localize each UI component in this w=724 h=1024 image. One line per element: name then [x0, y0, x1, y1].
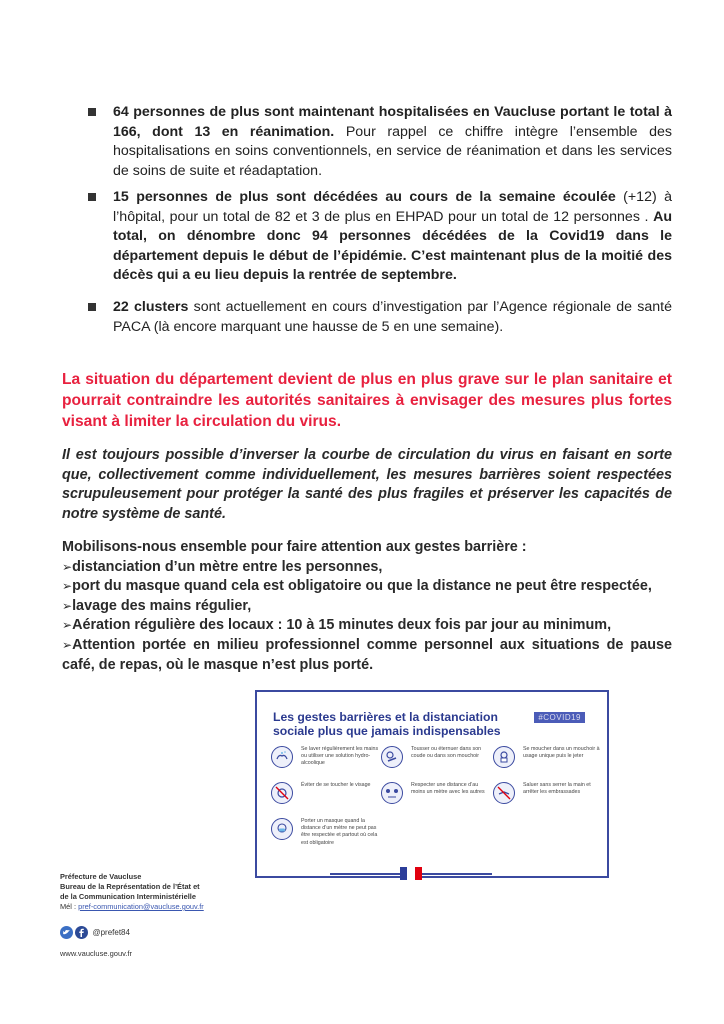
arrow-bullet-icon: ➢	[62, 637, 73, 652]
marianne-flag-icon	[400, 867, 422, 880]
footer-prefecture: Préfecture de Vaucluse	[60, 872, 142, 881]
list-item	[62, 636, 672, 675]
list-item	[62, 577, 672, 597]
poster-divider-line	[422, 873, 492, 875]
footer-bureau-line2: de la Communication Interministérielle	[60, 892, 196, 901]
list-item-text: Attention portée en milieu professionnel comme personnel aux situations de pause café, de repas, où le masque n’est plus porté.	[62, 636, 672, 673]
mobilisation-intro: Mobilisons-nous ensemble pour faire attention aux gestes barrière :	[62, 539, 527, 555]
bullet-square-icon	[88, 108, 96, 116]
arrow-bullet-icon: ➢	[62, 559, 73, 574]
mail-link[interactable]: pref-communication@vaucluse.gouv.fr	[78, 902, 204, 911]
list-item	[62, 558, 672, 578]
social-handle[interactable]: @prefet84	[92, 928, 130, 937]
gesture-text: Tousser ou éternuer dans son coude ou dans son mouchoir	[411, 746, 482, 760]
gesture-text: Éviter de se toucher le visage	[301, 782, 371, 788]
gesture-text: Se laver régulièrement les mains ou utiliser une solution hydro-alcoolique	[301, 746, 379, 767]
footer-bureau-line1: Bureau de la Représentation de l’État et	[60, 882, 200, 891]
mask-icon	[271, 818, 293, 840]
gesture-text: Saluer sans serrer la main et arrêter les embrassades	[523, 782, 591, 796]
list-item-text: lavage des mains régulier,	[72, 597, 252, 614]
bullet-text	[113, 298, 672, 337]
gesture-text: Porter un masque quand la distance d’un mètre ne peut pas être respectée et partout où cela est obligatoire	[301, 818, 378, 846]
bullet-hospitalisations	[88, 103, 672, 181]
bullet-rest-text: sont actuellement en cours d’investigation par l’Agence régionale de santé PACA (là encore marquant une hausse de 5 en une semaine).	[113, 299, 672, 335]
poster-title: Les gestes barrières et la distanciation sociale plus que jamais indispensables	[273, 710, 501, 738]
website-link[interactable]: www.vaucluse.gouv.fr	[60, 949, 132, 958]
bullet-bold-text: 64 personnes de plus sont maintenant hospitalisées en Vaucluse portant le total à 166, dont 13 en réanimation.	[113, 104, 672, 140]
bullet-text	[113, 188, 672, 286]
bullet-bold-text: 15 personnes de plus sont décédées au cours de la semaine écoulée	[113, 189, 616, 205]
list-item-text: distanciation d’un mètre entre les personnes,	[72, 558, 383, 575]
hand-wash-icon	[271, 746, 293, 768]
poster-divider-line	[330, 873, 400, 875]
gesture-text: Se moucher dans un mouchoir à usage unique puis le jeter	[523, 746, 600, 760]
bullet-bold-text: Au total, on dénombre donc 94 personnes décédées de la Covid19 dans le département depuis le début de l’épidémie. C’est maintenant plus de la moitié des décès qui a eu lieu depuis la rentrée de septembre.	[113, 208, 672, 283]
footer-mail-line	[60, 902, 260, 912]
distance-icon	[381, 782, 403, 804]
bullet-rest-text: Pour rappel ce chiffre intègre l’ensemble des hospitalisations en soins conventionnels, en service de réanimation et dans les services de soins de suite et réadaptation.	[113, 123, 672, 179]
bullet-text	[113, 103, 672, 181]
arrow-bullet-icon: ➢	[62, 618, 73, 633]
bullet-clusters	[88, 298, 672, 337]
mobilisation-list	[62, 538, 672, 675]
italic-paragraph: Il est toujours possible d’inverser la courbe de circulation du virus en faisant en sorte que, collectivement comme individuellement, les mesures barrières soient respectées scrupuleusement pour protéger la santé des plus fragiles et préserver les capacités de notre système de santé.	[62, 447, 672, 522]
twitter-icon[interactable]	[60, 926, 73, 939]
list-item	[62, 597, 672, 617]
covid-hashtag-badge: #COVID19	[534, 712, 585, 723]
alert-paragraph: La situation du département devient de plus en plus grave sur le plan sanitaire et pourrait contraindre les autorités sanitaires à envisager des mesures plus fortes visant à limiter la circulation du virus.	[62, 371, 672, 430]
gestes-barrieres-poster	[255, 690, 609, 878]
arrow-bullet-icon: ➢	[62, 598, 73, 613]
no-face-touch-icon	[271, 782, 293, 804]
mail-label: Mél :	[60, 902, 79, 911]
tissue-icon	[493, 746, 515, 768]
list-item	[62, 616, 672, 636]
gesture-text: Respecter une distance d’au moins un mètre avec les autres	[411, 782, 485, 796]
bullet-deces	[88, 188, 672, 286]
social-links	[60, 926, 130, 940]
list-item-text: Aération régulière des locaux : 10 à 15 minutes deux fois par jour au minimum,	[72, 617, 612, 634]
bullet-square-icon	[88, 303, 96, 311]
facebook-icon[interactable]	[75, 926, 88, 939]
arrow-bullet-icon: ➢	[62, 579, 73, 594]
cough-elbow-icon	[381, 746, 403, 768]
footer-contact	[60, 872, 260, 912]
bullet-square-icon	[88, 193, 96, 201]
bullet-rest-text: (+12) à l’hôpital, pour un total de 82 et 3 de plus en EHPAD pour un total de 12 personnes .	[113, 189, 673, 225]
bullet-bold-text: 22 clusters	[113, 299, 189, 315]
no-handshake-icon	[493, 782, 515, 804]
list-item-text: port du masque quand cela est obligatoire ou que la distance ne peut être respectée,	[72, 578, 652, 595]
